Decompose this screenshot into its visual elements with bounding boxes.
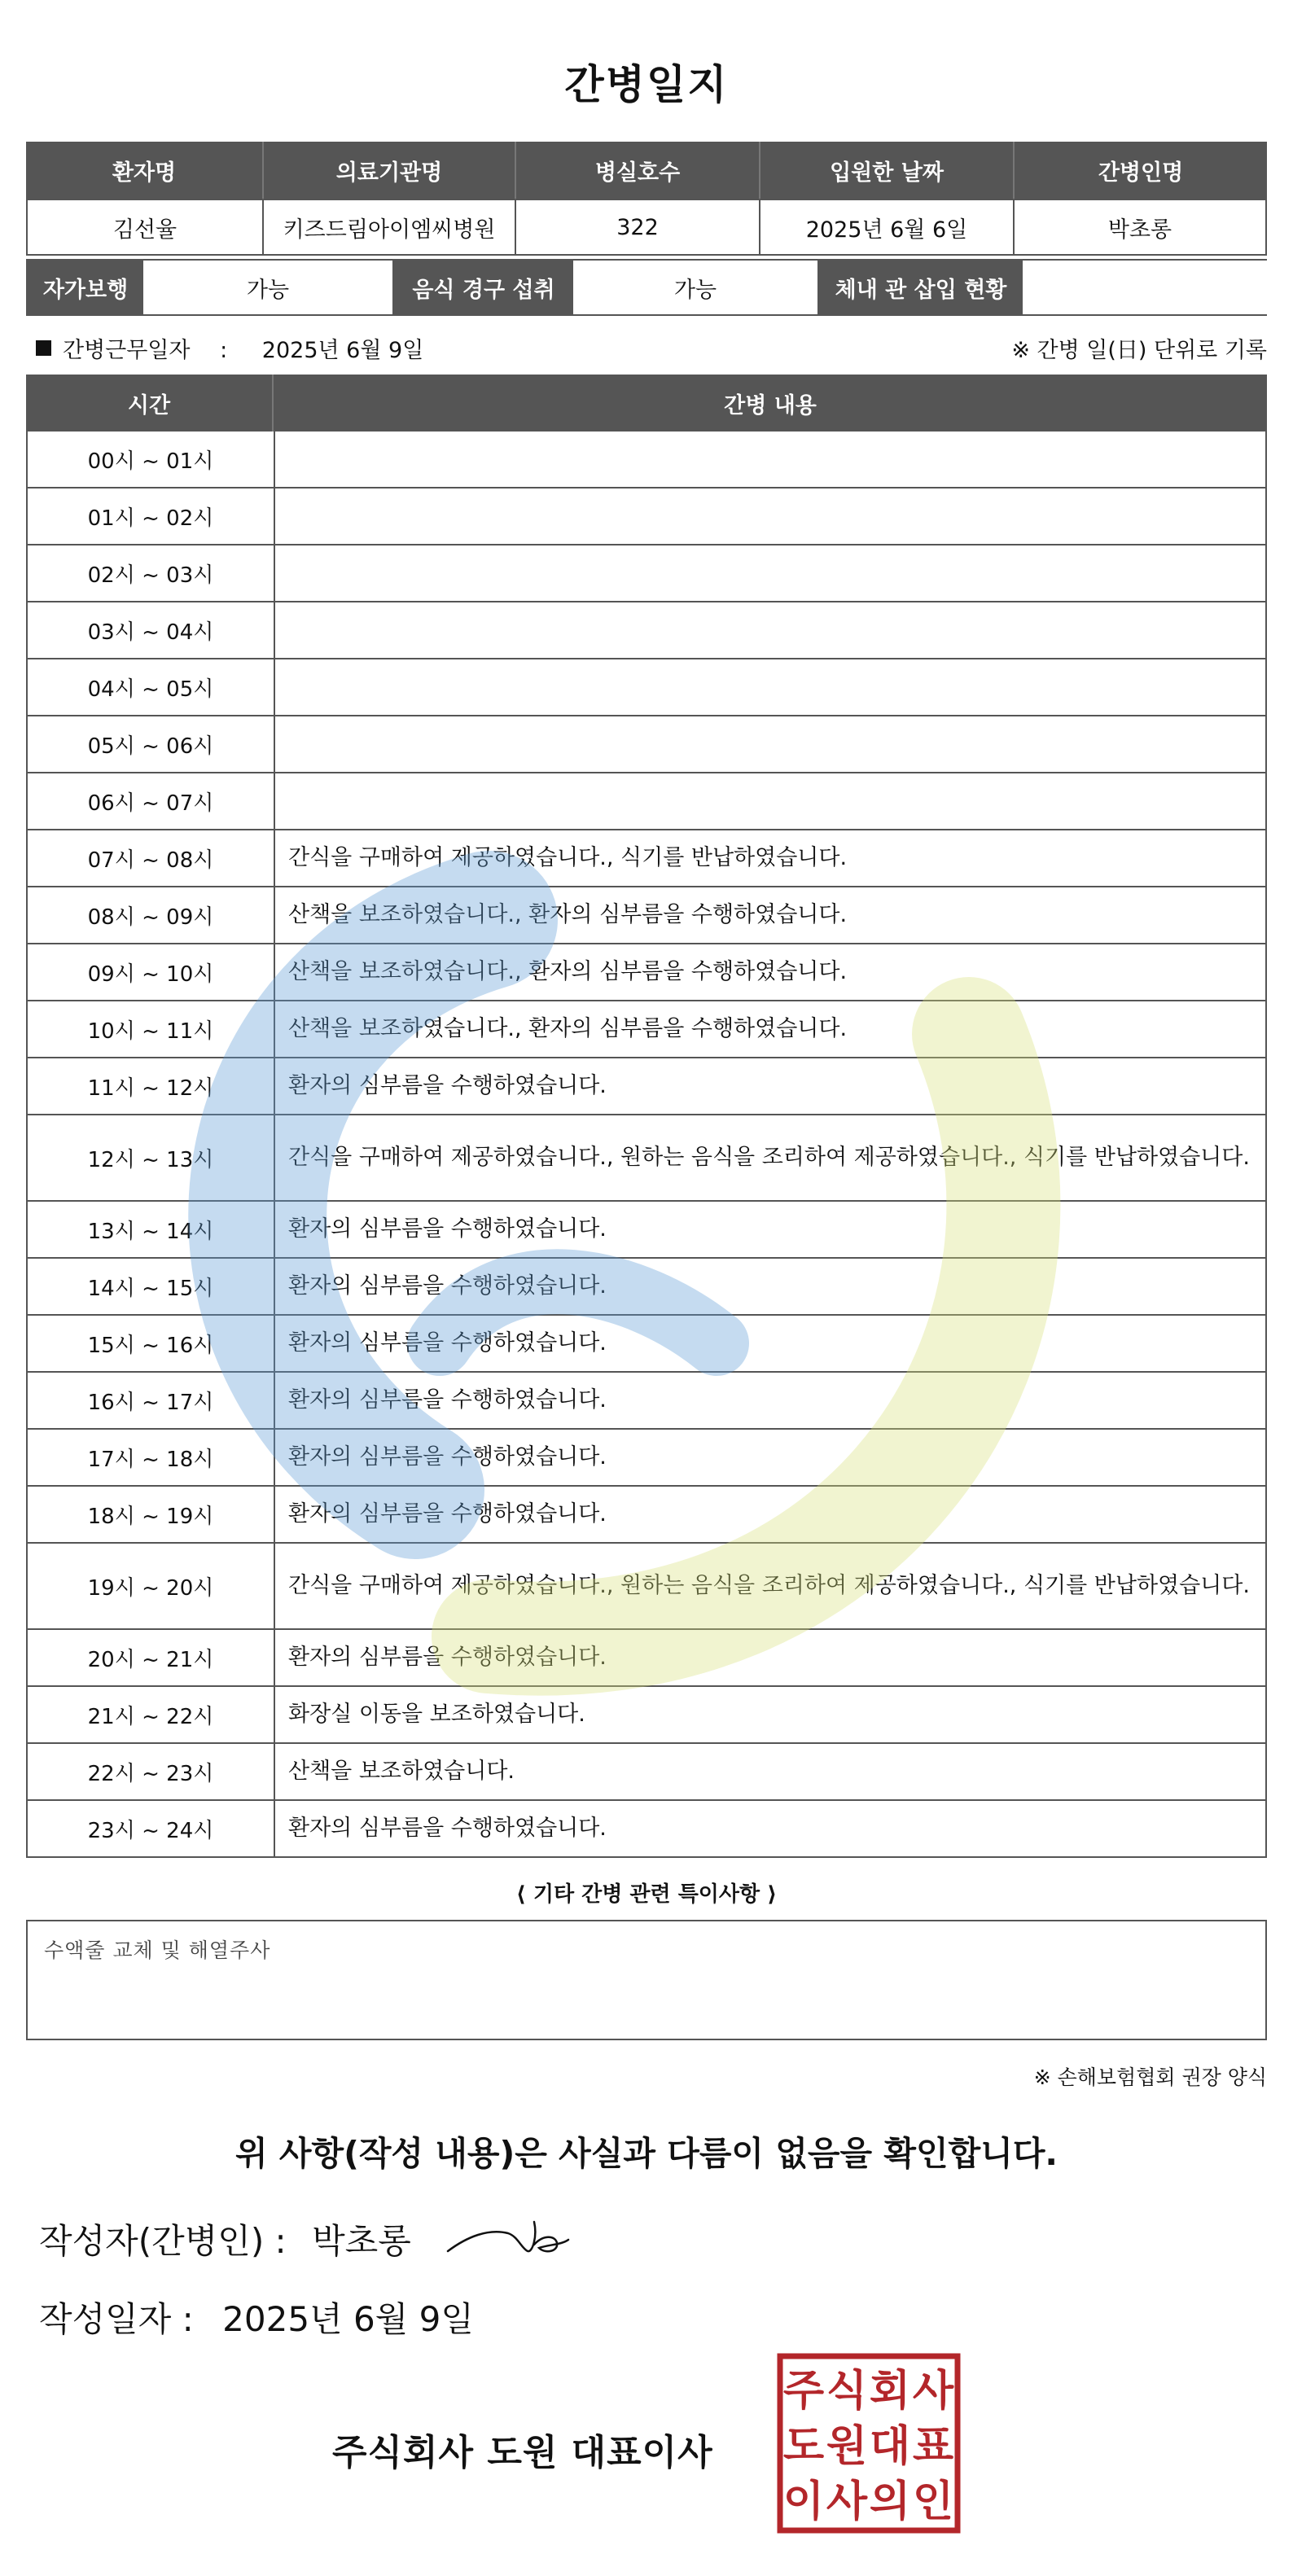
care-content-cell: 환자의 심부름을 수행하였습니다. <box>288 1816 607 1841</box>
care-content-cell: 산책을 보조하였습니다., 환자의 심부름을 수행하였습니다. <box>288 959 848 984</box>
care-content-cell: 산책을 보조하였습니다., 환자의 심부름을 수행하였습니다. <box>288 902 848 927</box>
table-row <box>26 1801 1267 1858</box>
care-content-cell: 산책을 보조하였습니다., 환자의 심부름을 수행하였습니다. <box>288 1016 848 1041</box>
oral-intake-label: 음식 경구 섭취 <box>394 261 573 314</box>
seal-char: 원 <box>826 2422 868 2471</box>
care-content-cell: 환자의 심부름을 수행하였습니다. <box>288 1273 607 1299</box>
hospital-value: 키즈드림아이엠씨병원 <box>264 199 516 256</box>
care-content-cell <box>275 432 1269 487</box>
table-row <box>26 545 1267 602</box>
writer-label: 작성자(간병인) : <box>39 2221 287 2261</box>
table-row <box>26 944 1267 1001</box>
admission-date-header: 입원한 날짜 <box>760 142 1015 199</box>
company-seal-icon <box>775 2351 962 2535</box>
care-content-cell: 환자의 심부름을 수행하였습니다. <box>288 1501 607 1527</box>
time-slot-cell: 14시 ~ 15시 <box>28 1259 275 1314</box>
write-date-line <box>39 2293 474 2342</box>
table-row <box>26 488 1267 545</box>
write-date-value: 2025년 6월 9일 <box>222 2299 474 2339</box>
table-row <box>26 1744 1267 1801</box>
seal-char: 이 <box>782 2477 825 2526</box>
tube-status-label: 체내 관 삽입 현황 <box>819 261 1023 314</box>
care-content-cell <box>275 488 1269 544</box>
time-slot-cell: 11시 ~ 12시 <box>28 1058 275 1114</box>
seal-char: 식 <box>826 2367 868 2416</box>
table-row <box>26 1487 1267 1544</box>
table-row <box>26 1058 1267 1115</box>
admission-date-value: 2025년 6월 6일 <box>760 199 1015 256</box>
table-row <box>26 1259 1267 1316</box>
table-row <box>26 716 1267 773</box>
time-slot-cell: 15시 ~ 16시 <box>28 1316 275 1371</box>
care-content-cell: 간식을 구매하여 제공하였습니다., 식기를 반납하였습니다. <box>288 845 848 870</box>
table-row <box>26 1316 1267 1373</box>
seal-char: 대 <box>869 2422 911 2471</box>
time-slot-cell: 21시 ~ 22시 <box>28 1687 275 1742</box>
form-note: ※ 손해보험협회 권장 양식 <box>1033 2066 1267 2089</box>
seal-char: 주 <box>782 2367 825 2416</box>
writer-line <box>39 2215 573 2272</box>
table-row <box>26 1630 1267 1687</box>
patient-name-header: 환자명 <box>26 142 264 199</box>
time-slot-cell: 07시 ~ 08시 <box>28 830 275 886</box>
care-content-cell: 환자의 심부름을 수행하였습니다. <box>288 1387 607 1413</box>
caregiver-header: 간병인명 <box>1015 142 1267 199</box>
care-content-cell <box>275 716 1269 772</box>
seal-char: 사 <box>912 2367 954 2416</box>
time-slot-cell: 00시 ~ 01시 <box>28 432 275 487</box>
table-row <box>26 432 1267 488</box>
time-slot-cell: 17시 ~ 18시 <box>28 1430 275 1485</box>
care-content-cell: 화장실 이동을 보조하였습니다. <box>288 1702 585 1727</box>
table-row <box>26 887 1267 944</box>
time-slot-cell: 12시 ~ 13시 <box>28 1115 275 1200</box>
table-row <box>26 659 1267 716</box>
time-slot-cell: 23시 ~ 24시 <box>28 1801 275 1856</box>
seal-char: 의 <box>869 2477 911 2526</box>
care-content-cell <box>275 773 1269 829</box>
care-content-cell <box>275 602 1269 658</box>
tube-status-value <box>1023 261 1269 314</box>
info-value-row <box>26 199 1267 256</box>
table-row <box>26 1544 1267 1630</box>
care-content-cell: 환자의 심부름을 수행하였습니다. <box>288 1444 607 1470</box>
square-bullet-icon <box>36 340 51 356</box>
time-slot-cell: 01시 ~ 02시 <box>28 488 275 544</box>
time-slot-cell: 20시 ~ 21시 <box>28 1630 275 1685</box>
table-row <box>26 1115 1267 1202</box>
time-slot-cell: 16시 ~ 17시 <box>28 1373 275 1428</box>
time-slot-cell: 13시 ~ 14시 <box>28 1202 275 1257</box>
notes-title: ⟨ 기타 간병 관련 특이사항 ⟩ <box>515 1882 778 1907</box>
info-header-row <box>26 142 1267 199</box>
care-content-cell <box>275 659 1269 715</box>
page-title: 간병일지 <box>564 61 729 108</box>
room-number-value: 322 <box>516 199 760 256</box>
care-content-cell: 간식을 구매하여 제공하였습니다., 원하는 음식을 조리하여 제공하였습니다., 식기를 반납하였습니다. <box>288 1573 1250 1598</box>
time-slot-cell: 19시 ~ 20시 <box>28 1544 275 1628</box>
company-representative: 주식회사 도원 대표이사 <box>332 2432 713 2473</box>
notes-box: 수액줄 교체 및 해열주사 <box>26 1920 1267 2040</box>
table-row <box>26 830 1267 887</box>
care-log-table <box>26 375 1267 1858</box>
seal-char: 사 <box>826 2477 868 2526</box>
time-slot-cell: 22시 ~ 23시 <box>28 1744 275 1799</box>
time-slot-cell: 10시 ~ 11시 <box>28 1001 275 1057</box>
time-slot-cell: 06시 ~ 07시 <box>28 773 275 829</box>
care-log-rows <box>26 432 1267 1858</box>
write-date-label: 작성일자 : <box>39 2299 194 2339</box>
care-content-cell: 산책을 보조하였습니다. <box>288 1759 515 1784</box>
unit-note: ※ 간병 일(日) 단위로 기록 <box>1011 338 1267 363</box>
hospital-header: 의료기관명 <box>264 142 516 199</box>
time-slot-cell: 04시 ~ 05시 <box>28 659 275 715</box>
time-slot-cell: 09시 ~ 10시 <box>28 944 275 1000</box>
table-row <box>26 1001 1267 1058</box>
care-content-cell: 환자의 심부름을 수행하였습니다. <box>288 1645 607 1670</box>
time-slot-cell: 08시 ~ 09시 <box>28 887 275 943</box>
seal-char: 표 <box>912 2422 954 2471</box>
time-header: 시간 <box>26 375 274 432</box>
self-walk-value: 가능 <box>143 261 394 314</box>
self-walk-label: 자가보행 <box>28 261 143 314</box>
room-number-header: 병실호수 <box>516 142 760 199</box>
table-row <box>26 1687 1267 1744</box>
seal-char: 회 <box>869 2367 911 2416</box>
caregiver-value: 박초롱 <box>1015 199 1267 256</box>
signature-icon <box>443 2215 573 2272</box>
content-header: 간병 내용 <box>274 375 1267 432</box>
patient-status-row <box>26 259 1267 316</box>
confirmation-statement: 위 사항(작성 내용)은 사실과 다름이 없음을 확인합니다. <box>234 2134 1059 2173</box>
care-content-cell <box>275 545 1269 601</box>
time-slot-cell: 05시 ~ 06시 <box>28 716 275 772</box>
table-row <box>26 1202 1267 1259</box>
care-content-cell: 환자의 심부름을 수행하였습니다. <box>288 1330 607 1356</box>
writer-name: 박초롱 <box>312 2221 411 2261</box>
seal-char: 도 <box>782 2422 825 2471</box>
time-slot-cell: 18시 ~ 19시 <box>28 1487 275 1542</box>
oral-intake-value: 가능 <box>573 261 819 314</box>
patient-name-value: 김선율 <box>26 199 264 256</box>
care-content-cell: 환자의 심부름을 수행하였습니다. <box>288 1216 607 1242</box>
care-log-header <box>26 375 1267 432</box>
care-content-cell: 환자의 심부름을 수행하였습니다. <box>288 1073 607 1098</box>
work-date-separator: : <box>220 338 228 363</box>
table-row <box>26 1430 1267 1487</box>
seal-char: 인 <box>912 2477 954 2526</box>
time-slot-cell: 03시 ~ 04시 <box>28 602 275 658</box>
table-row <box>26 602 1267 659</box>
table-row <box>26 773 1267 830</box>
table-row <box>26 1373 1267 1430</box>
work-date-value: 2025년 6월 9일 <box>261 338 424 363</box>
work-date-line <box>36 332 1267 365</box>
care-content-cell: 간식을 구매하여 제공하였습니다., 원하는 음식을 조리하여 제공하였습니다., 식기를 반납하였습니다. <box>288 1145 1250 1170</box>
work-date-label: 간병근무일자 <box>63 338 191 363</box>
seal-characters <box>783 2367 954 2526</box>
time-slot-cell: 02시 ~ 03시 <box>28 545 275 601</box>
